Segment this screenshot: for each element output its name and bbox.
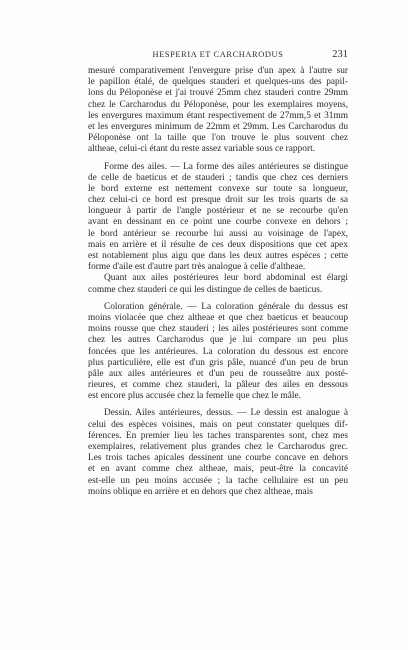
running-title: HESPERIA ET CARCHARODUS	[152, 50, 284, 59]
text-line: le papillon étalé, de quelques stauderi et quelques-uns des papil-	[88, 77, 348, 88]
text-line: de celle de baeticus et de stauderi ; tandis que chez ces derniers	[88, 172, 348, 183]
text-line: est-elle un peu moins accusée ; la tache cellulaire est un peu	[88, 475, 348, 486]
body-text	[88, 66, 348, 498]
text-line: avant en dessinant en ce point une courbe convexe en dehors ;	[88, 217, 348, 228]
text-line: mais en arrière et il résulte de ces deux dispositions que cet apex	[88, 239, 348, 250]
text-line: plus particulière, elle est d'un gris pâle, nuancé d'un peu de brun	[88, 357, 348, 368]
text-line: altheae, celui-ci étant du reste assez variable sous ce rapport.	[88, 144, 315, 155]
page-header	[88, 50, 348, 66]
text-line: rieures, et comme chez stauderi, la pâleur des ailes en dessous	[88, 380, 348, 391]
text-line: foncées que les antérieures. La coloration du dessous est encore	[88, 346, 348, 357]
paragraph	[88, 273, 348, 295]
paragraph	[88, 66, 348, 156]
paragraph	[88, 408, 348, 498]
text-line: et les envergures minimum de 22mm et 29mm. Les Carcharodus du	[88, 121, 348, 132]
text-line: chez le Carcharodus du Péloponèse, pour les exemplaires moyens,	[88, 99, 348, 110]
text-line: Les trois taches apicales dessinent une courbe concave en dehors	[88, 453, 348, 464]
text-line: Quant aux ailes postérieures leur bord abdominal est élargi	[104, 273, 348, 284]
text-line: le bord antérieur se recourbe lui aussi au voisinage de l'apex,	[88, 228, 348, 239]
text-line: les envergures maximum étant respectivement de 27mm,5 et 31mm	[88, 110, 348, 121]
text-line: moins rousse que chez stauderi ; les ailes postérieures sont comme	[88, 324, 348, 335]
text-line: moins violacée que chez altheae et que chez baeticus et beaucoup	[88, 312, 348, 323]
text-line: lons du Péloponèse et j'ai trouvé 25mm chez stauderi contre 29mm	[88, 88, 348, 99]
text-line: Forme des ailes. — La forme des ailes antérieures se distingue	[104, 161, 348, 172]
text-line: Coloration générale. — La coloration générale du dessus est	[104, 301, 348, 312]
text-line: mesuré comparativement l'envergure prise d'un apex à l'autre sur	[88, 66, 348, 76]
text-line: moins oblique en arrière et en dehors que chez altheae, mais	[88, 486, 313, 497]
text-line: est notablement plus aigu que dans les deux autres espèces ; cette	[88, 251, 348, 261]
text-line: comme chez stauderi ce qui les distingue de celles de baeticus.	[88, 284, 323, 295]
text-line: forme d'aile est d'autre part très analogue à celle d'altheae.	[88, 262, 306, 273]
text-line: Dessin. Ailes antérieures, dessus. — Le dessin est analogue à	[104, 408, 348, 419]
text-line: exemplaires, relativement plus grandes chez le Carcharodus grec.	[88, 442, 348, 452]
text-line: et en avant comme chez altheae, mais, peut-être la concavité	[88, 464, 348, 475]
text-line: le bord externe est nettement convexe sur toute sa longueur,	[88, 183, 348, 194]
text-line: pâle aux ailes antérieures et d'un peu de rousseâtre aux posté-	[88, 368, 348, 379]
page-number: 231	[332, 49, 348, 60]
paragraph	[88, 302, 348, 403]
text-line: celui des espèces voisines, mais on peut constater quelques dif-	[88, 419, 348, 430]
text-line: longueur à partir de l'angle postérieur et ne se recourbe qu'en	[88, 206, 348, 217]
text-line: est encore plus accusée chez la femelle que chez le mâle.	[88, 391, 301, 402]
text-line: chez les autres Carcharodus que je lui compare un peu plus	[88, 335, 348, 346]
text-line: Péloponèse ont la taille que l'on trouve le plus souvent chez	[88, 133, 348, 144]
paragraph	[88, 162, 348, 274]
text-line: chez celui-ci ce bord est presque droit sur les trois quarts de sa	[88, 195, 348, 206]
text-line: férences. En premier lieu les taches transparentes sont, chez mes	[88, 430, 348, 441]
